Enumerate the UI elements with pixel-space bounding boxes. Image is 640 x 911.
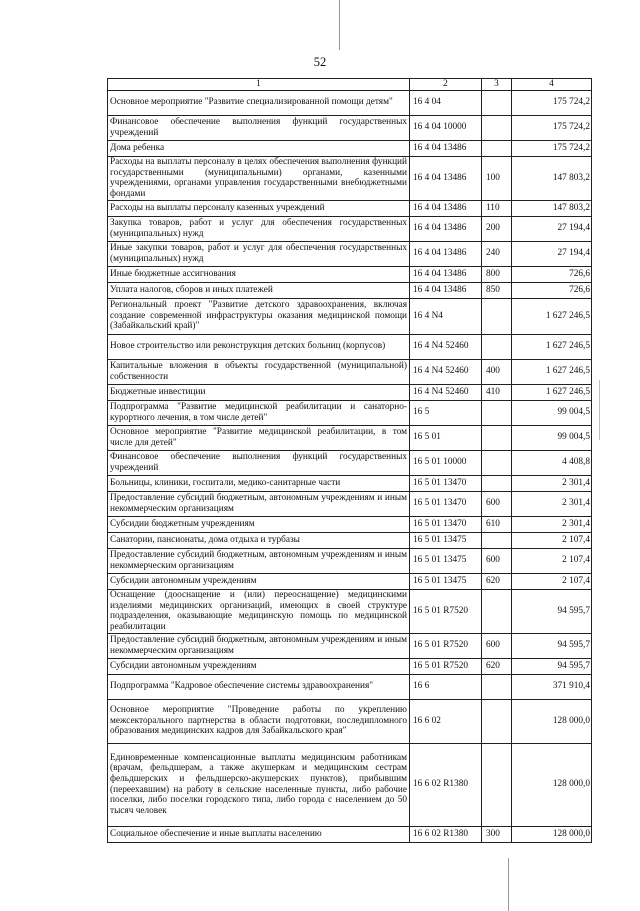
row-name: Основное мероприятие "Проведение работы по укреплению межсекторального партнерства в области подготовки, последипломного образования медицинских кадров для Забайкальского края" bbox=[108, 699, 410, 743]
row-expense-type bbox=[482, 475, 512, 491]
table-row bbox=[108, 674, 592, 699]
row-expense-type: 600 bbox=[482, 491, 512, 516]
row-code: 16 5 01 bbox=[410, 425, 482, 450]
table-row bbox=[108, 475, 592, 491]
table-row bbox=[108, 298, 592, 334]
row-code: 16 4 04 10000 bbox=[410, 115, 482, 140]
column-header-amount: 4 bbox=[512, 79, 592, 91]
row-expense-type: 300 bbox=[482, 826, 512, 842]
table-row bbox=[108, 450, 592, 475]
row-code: 16 5 01 13470 bbox=[410, 516, 482, 532]
row-name: Финансовое обеспечение выполнения функций государственных учреждений bbox=[108, 450, 410, 475]
row-amount: 1 627 246,5 bbox=[512, 298, 592, 334]
row-amount: 99 004,5 bbox=[512, 400, 592, 425]
row-code: 16 5 01 R7520 bbox=[410, 658, 482, 674]
row-name: Субсидии автономным учреждениям bbox=[108, 573, 410, 589]
row-expense-type bbox=[482, 334, 512, 359]
table-row bbox=[108, 400, 592, 425]
row-name: Основное мероприятие "Развитие специализированной помощи детям" bbox=[108, 90, 410, 115]
row-expense-type bbox=[482, 699, 512, 743]
row-name: Предоставление субсидий бюджетным, автономным учреждениям и иным некоммерческим организациям bbox=[108, 491, 410, 516]
table-row bbox=[108, 532, 592, 548]
row-expense-type bbox=[482, 400, 512, 425]
row-expense-type: 620 bbox=[482, 658, 512, 674]
row-amount: 2 107,4 bbox=[512, 532, 592, 548]
row-expense-type: 240 bbox=[482, 241, 512, 266]
table-row bbox=[108, 241, 592, 266]
table-row bbox=[108, 384, 592, 400]
row-name: Субсидии бюджетным учреждениям bbox=[108, 516, 410, 532]
row-name: Новое строительство или реконструкция детских больниц (корпусов) bbox=[108, 334, 410, 359]
row-name: Предоставление субсидий бюджетным, автономным учреждениям и иным некоммерческим организациям bbox=[108, 633, 410, 658]
row-code: 16 6 bbox=[410, 674, 482, 699]
row-amount: 2 301,4 bbox=[512, 491, 592, 516]
row-name: Бюджетные инвестиции bbox=[108, 384, 410, 400]
row-amount: 147 803,2 bbox=[512, 200, 592, 216]
table-row bbox=[108, 589, 592, 633]
table-row bbox=[108, 743, 592, 826]
row-expense-type bbox=[482, 532, 512, 548]
row-name: Единовременные компенсационные выплаты медицинским работникам (врачам, фельдшерам, а также акушеркам и медицинским сестрам фельдшерских и фельдшерско-акушерских пунктов), прибывшим (переехавшим) на работу в сельские населенные пункты, либо рабочие поселки, либо поселки городского типа, либо города с населением до 50 тысяч человек bbox=[108, 743, 410, 826]
row-name: Капитальные вложения в объекты государственной (муниципальной) собственности bbox=[108, 359, 410, 384]
row-expense-type bbox=[482, 674, 512, 699]
row-name: Региональный проект "Развитие детского здравоохранения, включая создание современной инфраструктуры оказания медицинской помощи (Забайкальский край)" bbox=[108, 298, 410, 334]
table-row bbox=[108, 826, 592, 842]
row-name: Субсидии автономным учреждениям bbox=[108, 658, 410, 674]
row-amount: 128 000,0 bbox=[512, 826, 592, 842]
row-name: Основное мероприятие "Развитие медицинской реабилитации, в том числе для детей" bbox=[108, 425, 410, 450]
row-code: 16 4 04 13486 bbox=[410, 216, 482, 241]
row-expense-type: 100 bbox=[482, 156, 512, 200]
table-row bbox=[108, 140, 592, 156]
row-amount: 2 301,4 bbox=[512, 516, 592, 532]
row-name: Предоставление субсидий бюджетным, автономным учреждениям и иным некоммерческим организациям bbox=[108, 548, 410, 573]
table-row bbox=[108, 548, 592, 573]
row-name: Расходы на выплаты персоналу казенных учреждений bbox=[108, 200, 410, 216]
row-expense-type bbox=[482, 589, 512, 633]
row-name: Расходы на выплаты персоналу в целях обеспечения выполнения функций государственными (муниципальными) органами, казенными учреждениями, органами управления государственными внебюджетными фондами bbox=[108, 156, 410, 200]
row-name: Финансовое обеспечение выполнения функций государственных учреждений bbox=[108, 115, 410, 140]
row-amount: 128 000,0 bbox=[512, 743, 592, 826]
row-expense-type: 800 bbox=[482, 266, 512, 282]
table-row bbox=[108, 359, 592, 384]
table-row bbox=[108, 633, 592, 658]
row-code: 16 5 bbox=[410, 400, 482, 425]
row-amount: 175 724,2 bbox=[512, 90, 592, 115]
table-row bbox=[108, 334, 592, 359]
row-code: 16 4 N4 52460 bbox=[410, 359, 482, 384]
row-code: 16 5 01 13470 bbox=[410, 475, 482, 491]
row-name: Оснащение (дооснащение и (или) переоснащение) медицинскими изделиями медицинских организаций, имеющих в своей структуре подразделения, оказывающие медицинскую помощь по медицинской реабилитации bbox=[108, 589, 410, 633]
scan-edge-mark-top bbox=[339, 0, 340, 50]
row-amount: 94 595,7 bbox=[512, 633, 592, 658]
table-row bbox=[108, 573, 592, 589]
row-amount: 147 803,2 bbox=[512, 156, 592, 200]
row-name: Подпрограмма "Кадровое обеспечение системы здравоохранения" bbox=[108, 674, 410, 699]
row-expense-type: 850 bbox=[482, 282, 512, 298]
row-code: 16 4 N4 52460 bbox=[410, 384, 482, 400]
row-amount: 371 910,4 bbox=[512, 674, 592, 699]
row-name: Подпрограмма "Развитие медицинской реабилитации и санаторно-курортного лечения, в том числе детей" bbox=[108, 400, 410, 425]
row-expense-type bbox=[482, 743, 512, 826]
scan-edge-mark-right bbox=[599, 380, 600, 440]
row-amount: 94 595,7 bbox=[512, 658, 592, 674]
row-code: 16 4 N4 bbox=[410, 298, 482, 334]
row-amount: 27 194,4 bbox=[512, 241, 592, 266]
row-code: 16 4 04 13486 bbox=[410, 140, 482, 156]
row-name: Дома ребенка bbox=[108, 140, 410, 156]
row-expense-type: 410 bbox=[482, 384, 512, 400]
row-code: 16 4 04 bbox=[410, 90, 482, 115]
row-expense-type: 610 bbox=[482, 516, 512, 532]
row-amount: 726,6 bbox=[512, 266, 592, 282]
row-amount: 726,6 bbox=[512, 282, 592, 298]
row-code: 16 6 02 bbox=[410, 699, 482, 743]
row-code: 16 5 01 13475 bbox=[410, 532, 482, 548]
row-expense-type bbox=[482, 115, 512, 140]
row-code: 16 4 04 13486 bbox=[410, 266, 482, 282]
table-header-row bbox=[108, 79, 592, 91]
row-expense-type: 600 bbox=[482, 548, 512, 573]
column-header-code: 2 bbox=[410, 79, 482, 91]
row-code: 16 4 04 13486 bbox=[410, 200, 482, 216]
row-amount: 2 107,4 bbox=[512, 573, 592, 589]
row-code: 16 5 01 10000 bbox=[410, 450, 482, 475]
row-code: 16 5 01 13475 bbox=[410, 548, 482, 573]
row-code: 16 6 02 R1380 bbox=[410, 826, 482, 842]
column-header-name: 1 bbox=[108, 79, 410, 91]
table-row bbox=[108, 516, 592, 532]
row-amount: 27 194,4 bbox=[512, 216, 592, 241]
row-expense-type: 110 bbox=[482, 200, 512, 216]
row-amount: 128 000,0 bbox=[512, 699, 592, 743]
row-amount: 175 724,2 bbox=[512, 140, 592, 156]
row-name: Иные бюджетные ассигнования bbox=[108, 266, 410, 282]
table-row bbox=[108, 699, 592, 743]
row-name: Больницы, клиники, госпитали, медико-санитарные части bbox=[108, 475, 410, 491]
row-expense-type bbox=[482, 140, 512, 156]
row-amount: 99 004,5 bbox=[512, 425, 592, 450]
table-row bbox=[108, 216, 592, 241]
row-code: 16 6 02 R1380 bbox=[410, 743, 482, 826]
row-code: 16 4 N4 52460 bbox=[410, 334, 482, 359]
row-expense-type bbox=[482, 450, 512, 475]
row-code: 16 5 01 R7520 bbox=[410, 589, 482, 633]
row-name: Уплата налогов, сборов и иных платежей bbox=[108, 282, 410, 298]
table-row bbox=[108, 156, 592, 200]
table-row bbox=[108, 200, 592, 216]
row-code: 16 5 01 R7520 bbox=[410, 633, 482, 658]
row-amount: 1 627 246,5 bbox=[512, 334, 592, 359]
row-code: 16 4 04 13486 bbox=[410, 156, 482, 200]
row-amount: 175 724,2 bbox=[512, 115, 592, 140]
row-amount: 1 627 246,5 bbox=[512, 359, 592, 384]
row-code: 16 5 01 13470 bbox=[410, 491, 482, 516]
row-expense-type bbox=[482, 298, 512, 334]
table-row bbox=[108, 266, 592, 282]
row-name: Иные закупки товаров, работ и услуг для обеспечения государственных (муниципальных) нужд bbox=[108, 241, 410, 266]
row-amount: 4 408,8 bbox=[512, 450, 592, 475]
row-amount: 2 107,4 bbox=[512, 548, 592, 573]
row-expense-type bbox=[482, 90, 512, 115]
row-code: 16 5 01 13475 bbox=[410, 573, 482, 589]
table-row bbox=[108, 90, 592, 115]
row-amount: 1 627 246,5 bbox=[512, 384, 592, 400]
table-row bbox=[108, 658, 592, 674]
scan-edge-mark-bottom bbox=[508, 858, 509, 911]
row-name: Социальное обеспечение и иные выплаты населению bbox=[108, 826, 410, 842]
row-expense-type: 200 bbox=[482, 216, 512, 241]
row-amount: 2 301,4 bbox=[512, 475, 592, 491]
table-row bbox=[108, 115, 592, 140]
row-amount: 94 595,7 bbox=[512, 589, 592, 633]
row-expense-type: 400 bbox=[482, 359, 512, 384]
column-header-type: 3 bbox=[482, 79, 512, 91]
row-name: Санатории, пансионаты, дома отдыха и турбазы bbox=[108, 532, 410, 548]
budget-table bbox=[107, 78, 592, 843]
row-expense-type bbox=[482, 425, 512, 450]
row-code: 16 4 04 13486 bbox=[410, 282, 482, 298]
table-row bbox=[108, 282, 592, 298]
row-expense-type: 620 bbox=[482, 573, 512, 589]
row-code: 16 4 04 13486 bbox=[410, 241, 482, 266]
row-name: Закупка товаров, работ и услуг для обеспечения государственных (муниципальных) нужд bbox=[108, 216, 410, 241]
row-expense-type: 600 bbox=[482, 633, 512, 658]
table-row bbox=[108, 425, 592, 450]
page-number: 52 bbox=[313, 55, 327, 69]
table-row bbox=[108, 491, 592, 516]
